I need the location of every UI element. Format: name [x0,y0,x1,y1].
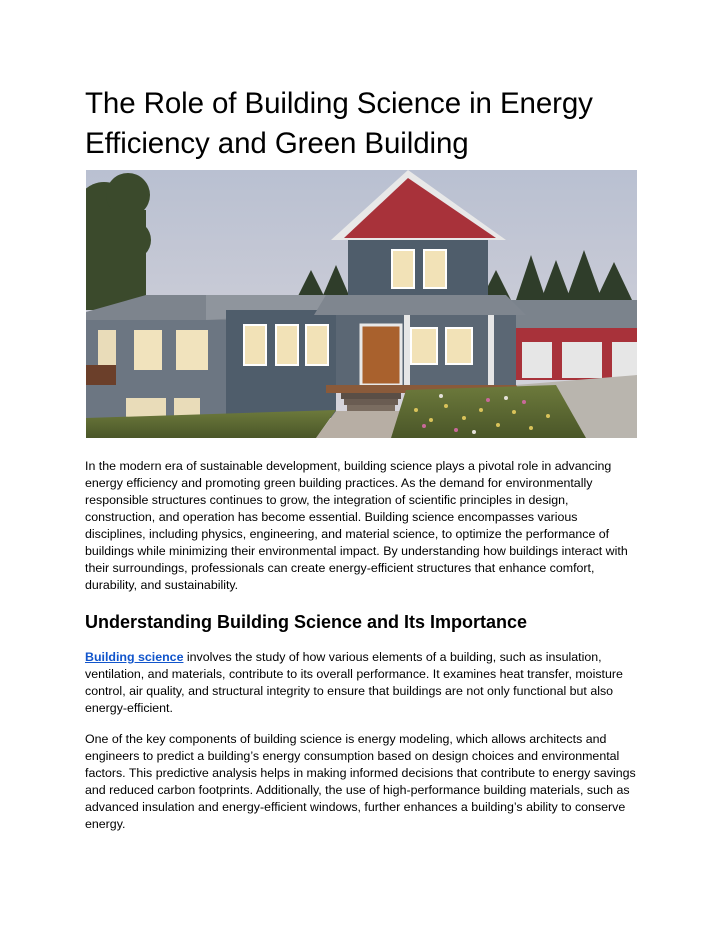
building-science-link[interactable]: Building science [85,650,184,664]
section-heading: Understanding Building Science and Its Importance [85,612,528,632]
section-paragraph-1-text: involves the study of how various elements of a building, such as insulation, ventilation, and materials, contribute to its overall performance. It examines heat transfer, moisture control, air quality, and structural integrity to ensure that buildings are not only functional but also energy-efficient. [85,650,623,715]
section-paragraph-2: One of the key components of building science is energy modeling, which allows architects and engineers to predict a building’s energy consumption based on design choices and environmental factors. This predictive analysis helps in making informed decisions that contribute to energy savings and reduced carbon footprints. Additionally, the use of high-performance building materials, such as advanced insulation and energy-efficient windows, further enhances a building’s ability to conserve energy. [85,732,636,831]
tree-left [86,173,151,310]
intro-paragraph: In the modern era of sustainable development, building science plays a pivotal role in advancing energy efficiency and promoting green building practices. As the demand for environmentally responsible structures continues to grow, the integration of scientific principles in design, construction, and operation has become essential. Building science encompasses various disciplines, including physics, engineering, and material science, to optimize the performance of buildings while minimizing their environmental impact. By understanding how buildings interact with their surroundings, professionals can create energy-efficient structures that enhance comfort, durability, and sustainability. [85,459,628,592]
house-photo [86,170,637,438]
section-paragraph-1 [85,649,640,717]
page-title: The Role of Building Science in Energy Efficiency and Green Building [85,87,593,160]
